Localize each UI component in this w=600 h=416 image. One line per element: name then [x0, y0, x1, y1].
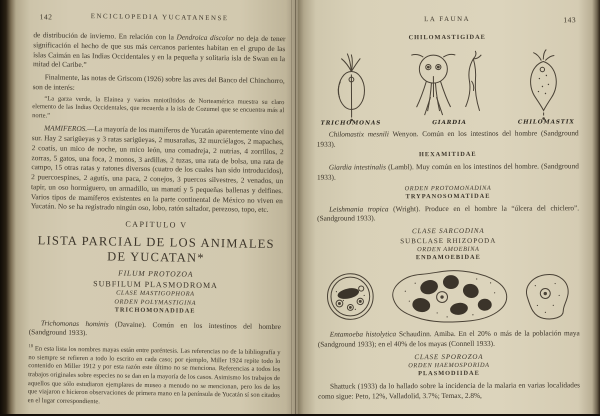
heading-endamoebidae: ENDAMOEBIDAE: [317, 254, 579, 264]
entamoeba-trophozoite-drawing: [379, 265, 514, 328]
heading-trypanosomatidae: TRYPANOSOMATIDAE: [317, 192, 579, 202]
heading-orden-amoebina: ORDEN AMOEBINA: [317, 245, 579, 255]
heading-subfilum-plasmodroma: SUBFILUM PLASMODROMA: [29, 278, 281, 293]
heading-trichomonadidae: TRICHOMONADIDAE: [29, 305, 281, 318]
trichomonas-figure: [320, 49, 382, 121]
giardia-figure: [401, 45, 493, 121]
gutter-page-edge-line: [291, 0, 292, 414]
chilomastix-figure-label: CHILOMASTIX: [518, 119, 575, 125]
left-page-number: 142: [40, 12, 53, 21]
heading-orden-polymastigina: ORDEN POLYMASTIGINA: [29, 297, 281, 309]
quote-garza-verde: “La garza verde, la Elainea y varios mniotíltidos de Norteamérica muestra su claro elemento de las Indias Occidentales, que recuerda a la isla de Cozumel que se encuentra más al norte.”: [32, 95, 284, 125]
entamoeba-cyst-drawing: [321, 269, 379, 323]
chapter-title: [30, 233, 282, 266]
giardia-drawing: [401, 45, 493, 121]
chapter-title-line1: LISTA PARCIAL DE LOS ANIMALES: [38, 233, 275, 251]
paragraph-griscom: Finalmente, las notas de Griscom (1926) sobre las aves del Banco del Chinchorro, son de interés:: [33, 72, 285, 95]
heading-orden-haemosporida: ORDEN HAEMOSPORIDA: [318, 361, 580, 371]
chapter-title-line2: DE YUCATAN*: [107, 249, 205, 265]
trichomonas-figure-label: TRICHOMONAS: [321, 120, 382, 126]
heading-clase-sarcodina: CLASE SARCODINA: [317, 227, 579, 238]
heading-plasmodiidae: PLASMODIIDAE: [318, 370, 580, 380]
heading-chilomastigidae: CHILOMASTIGIDAE: [316, 33, 578, 43]
gutter-page-edge-line: [295, 0, 296, 414]
trichomonas-drawing: [320, 49, 382, 121]
right-page-number: 143: [563, 15, 576, 24]
right-running-header: LA FAUNA: [316, 15, 578, 23]
amoeba-figure-row: [321, 264, 575, 327]
paragraph-trichomonas-hominis: Trichomonas hominis (Davaine). Común en los intestinos del hombre (Sandground 1933).: [29, 318, 281, 341]
paragraph-giardia-intestinalis: Giardia intestinalis (Lambl). Muy común en los intestinos del hombre. (Sandground 1933).: [317, 161, 579, 182]
heading-clase-sporozoa: CLASE SPOROZOA: [318, 352, 580, 363]
paragraph-mamiferos: MAMIFEROS.—La mayoría de los mamíferos de Yucatán aparentemente vino del sur. Hay 2 sarigüeyas y 3 ratas sarigüeyas, 2 musarañas, 32 murciélagos, 2 mapaches, 2 coatís, un mico de noche, un mico león, una comadreja, 2 nutrias, 4 zorrillos, 2 zorras, 5 gatos, una foca, 2 monos, 3 ardillas, 2 tuzas, una rata de bolsa, una rata de campo, 15 otras ratas y ratones diversos (cuatro de los cuales han sido introducidos), 2 puercoespines, 2 agutís, una paca, 2 conejos, 3 puercos silvestres, 2 venados, un tapir, un oso hormiguero, un armadillo, un manatí y 5 pequeñas ballenas y delfines. Varios tipos de mamíferos existentes en la parte continental de México no viven en Yucatán. No se ha registrado ningún oso, lobo, ratón saltador, perezoso, topo, etc.: [31, 124, 284, 216]
heading-subclase-rhizopoda: SUBCLASE RHIZOPODA: [317, 236, 579, 247]
entamoeba-small-amoeba-drawing: [514, 267, 576, 323]
left-running-header: ENCICLOPEDIA YUCATANENSE: [34, 12, 286, 23]
left-page: [0, 0, 298, 414]
paragraph-winter-distribution: de distribución de invierno. En relación con la Dendroica discolor no deja de tener significación el hecho de que sus más cercanos parientes habitan en el grupo de las islas Caimán en las Indias Occidentales y en la pequeña y solitaria isla de Swan en la mitad del Caribe.”: [33, 30, 286, 73]
paragraph-shattuck-malaria: Shattuck (1933) da lo hallado sobre la incidencia de la malaria en varias localidades como sigue: Peto, 12%, Valladolid, 3.7%; Temax, 2.8%,: [318, 380, 580, 401]
paragraph-chilomastix-mesnili: Chilomastix mesnili Wenyon. Común en los intestinos del hombre (Sandground 1933).: [317, 128, 579, 149]
chilomastix-drawing: [512, 44, 574, 120]
right-page-header: [316, 15, 578, 28]
chilomastix-figure: [512, 44, 574, 120]
giardia-figure-label: GIARDIA: [432, 120, 467, 126]
heading-orden-protomonadina: ORDEN PROTOMONADINA: [317, 184, 579, 194]
left-page-header: [34, 12, 286, 28]
footnote-marker: 18: [29, 343, 34, 348]
paragraph-leishmania-tropica: Leishmania tropica (Wright). Produce en el hombre la “úlcera del chiclero”. (Sandground 1933).: [317, 203, 579, 224]
paragraph-entamoeba-histolytica: Entamoeba histolytica Schaudinn. Amiba. En el 20% o más de la población maya (Sandground 1933); en el 40% de los mayas (Connell 1933).: [318, 328, 580, 349]
flagellate-figure-row: [320, 44, 574, 121]
heading-filum-protozoa: FILUM PROTOZOA: [30, 268, 282, 282]
footnote: [28, 343, 281, 409]
heading-hexamitidae: HEXAMITIDAE: [317, 151, 579, 161]
chapter-heading: CAPITULO V: [30, 218, 282, 233]
footnote-text: En esta lista los nombres mayas están entre paréntesis. Las referencias no de la bibliografía y no siempre se refieren a todo lo escrito en cada caso; por ejemplo, Miller 1924 repite todo lo contenido en Miller 1912 y por esta razón este último no se menciona. Referencias a todos los trabajos originales sobre especies no se dan en la mayoría de los casos. Asimismo los trabajos de aquellos que sólo estudiaron ejemplares de museo a menudo no se mencionan, pero los de los que viajaron e hicieron observaciones de primera mano en la península de Yucatán sí son citados en el lugar correspondiente.: [28, 346, 281, 406]
right-page: [298, 0, 600, 414]
heading-clase-mastigophora: CLASE MASTIGOPHORA: [29, 289, 281, 301]
